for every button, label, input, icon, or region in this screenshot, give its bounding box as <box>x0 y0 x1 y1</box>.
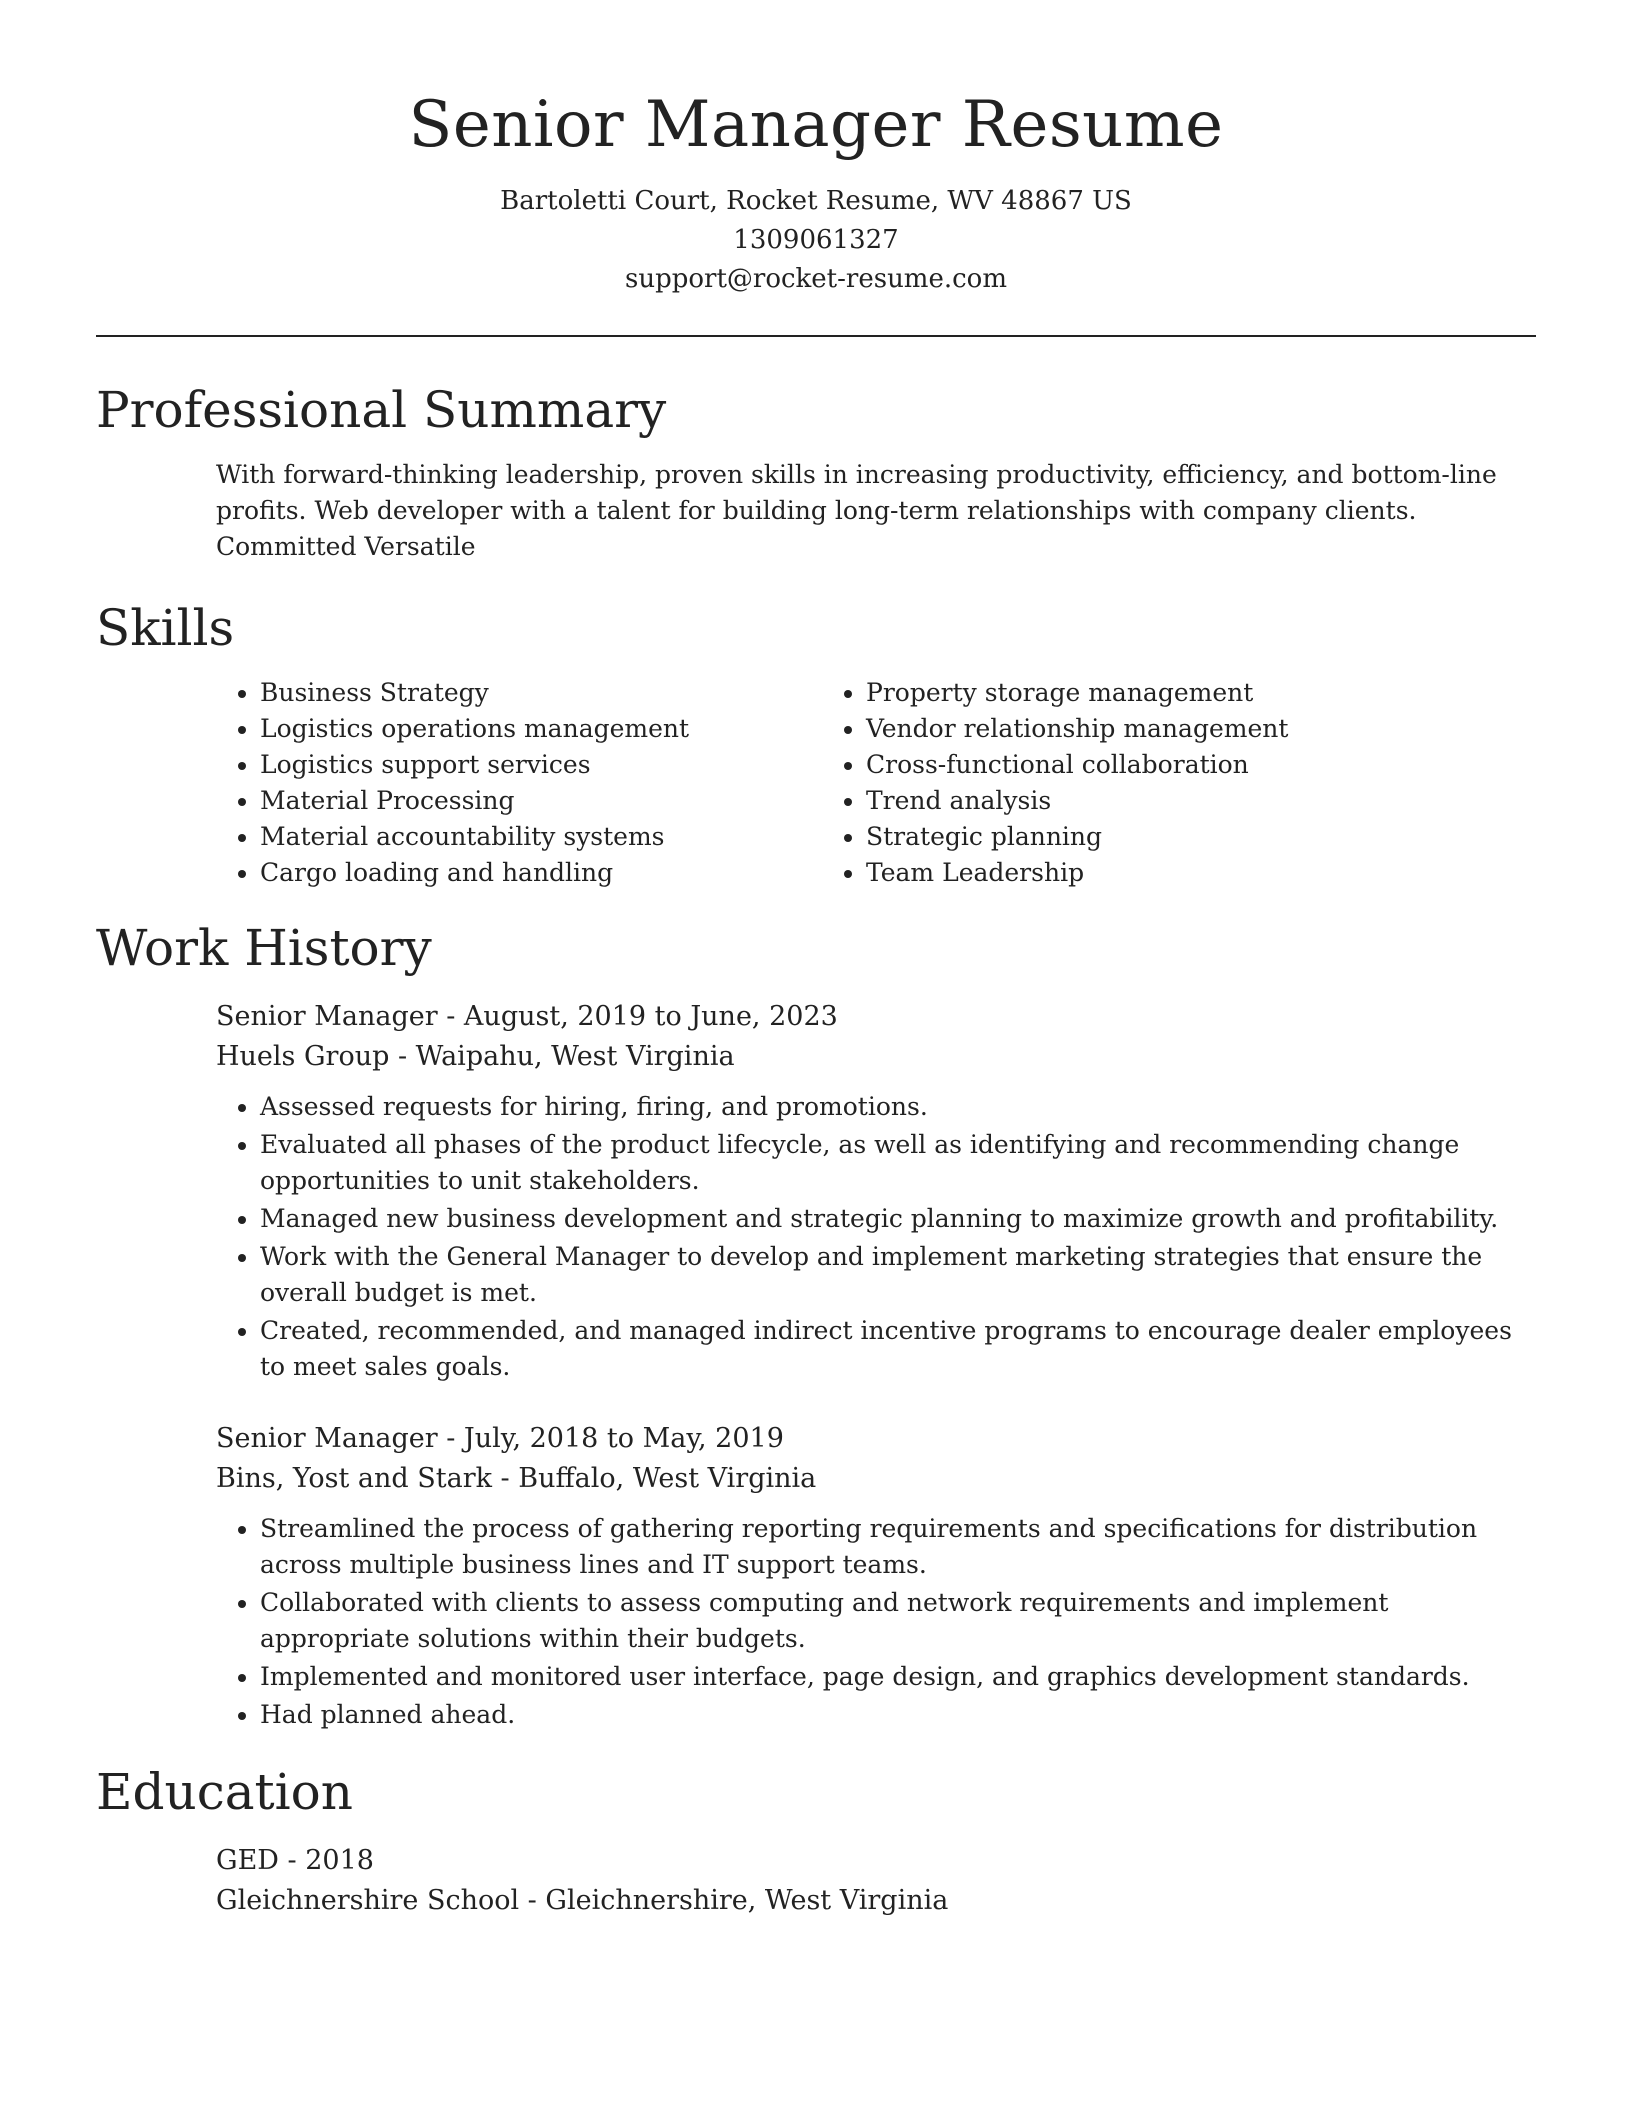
list-item: • Had planned ahead. <box>260 1697 1536 1733</box>
list-item: • Implemented and monitored user interface, page design, and graphics development standards. <box>260 1659 1536 1695</box>
job-entry <box>216 1419 1536 1733</box>
work-history-heading: Work History <box>96 919 432 977</box>
header-divider <box>96 335 1536 337</box>
list-item: • Assessed requests for hiring, firing, and promotions. <box>260 1089 1536 1125</box>
skill-item: • Cargo loading and handling <box>260 855 822 891</box>
job-entry <box>216 997 1536 1385</box>
list-item: • Created, recommended, and managed indirect incentive programs to encourage dealer employees to meet sales goals. <box>260 1313 1536 1385</box>
list-item: • Collaborated with clients to assess computing and network requirements and implement appropriate solutions within their budgets. <box>260 1585 1536 1657</box>
summary-text: With forward-thinking leadership, proven skills in increasing productivity, efficiency, and bottom-line profits. Web developer with a talent for building long-term relationships with company clients. Committed Versatile <box>216 460 1497 561</box>
list-item: • Managed new business development and strategic planning to maximize growth and profitability. <box>260 1201 1536 1237</box>
skill-item: • Logistics operations management <box>260 711 822 747</box>
skill-item: • Vendor relationship management <box>866 711 1428 747</box>
job-role-dates: Senior Manager - July, 2018 to May, 2019 <box>216 1423 784 1454</box>
job-company-location: Huels Group - Waipahu, West Virginia <box>216 1041 735 1072</box>
contact-info <box>96 182 1536 299</box>
skill-item: • Logistics support services <box>260 747 822 783</box>
skill-item: • Property storage management <box>866 675 1428 711</box>
skills-column-left <box>216 675 822 891</box>
education-heading: Education <box>96 1763 353 1821</box>
email-address: support@rocket-resume.com <box>624 264 1007 294</box>
resume-header <box>96 0 1536 299</box>
skill-item: • Business Strategy <box>260 675 822 711</box>
phone-number: 1309061327 <box>733 225 899 255</box>
list-item: • Streamlined the process of gathering reporting requirements and specifications for distribution across multiple business lines and IT support teams. <box>260 1511 1536 1583</box>
job-responsibilities <box>216 1089 1536 1385</box>
skills-heading: Skills <box>96 599 235 657</box>
job-company-location: Bins, Yost and Stark - Buffalo, West Virginia <box>216 1463 817 1494</box>
job-role-dates: Senior Manager - August, 2019 to June, 2023 <box>216 1001 838 1032</box>
page-title: Senior Manager Resume <box>408 88 1224 162</box>
skill-item: • Material accountability systems <box>260 819 822 855</box>
skills-list <box>216 675 1536 891</box>
skill-item: • Material Processing <box>260 783 822 819</box>
job-responsibilities <box>216 1511 1536 1733</box>
degree-year: GED - 2018 <box>216 1845 374 1876</box>
school-location: Gleichnershire School - Gleichnershire, West Virginia <box>216 1885 949 1916</box>
skill-item: • Trend analysis <box>866 783 1428 819</box>
list-item: • Evaluated all phases of the product lifecycle, as well as identifying and recommending change opportunities to unit stakeholders. <box>260 1127 1536 1199</box>
list-item: • Work with the General Manager to develop and implement marketing strategies that ensure the overall budget is met. <box>260 1239 1536 1311</box>
education-entry <box>216 1841 1536 1921</box>
address: Bartoletti Court, Rocket Resume, WV 48867 US <box>500 186 1132 216</box>
summary-heading: Professional Summary <box>96 381 667 439</box>
skill-item: • Strategic planning <box>866 819 1428 855</box>
skill-item: • Team Leadership <box>866 855 1428 891</box>
skill-item: • Cross-functional collaboration <box>866 747 1428 783</box>
skills-column-right <box>822 675 1428 891</box>
